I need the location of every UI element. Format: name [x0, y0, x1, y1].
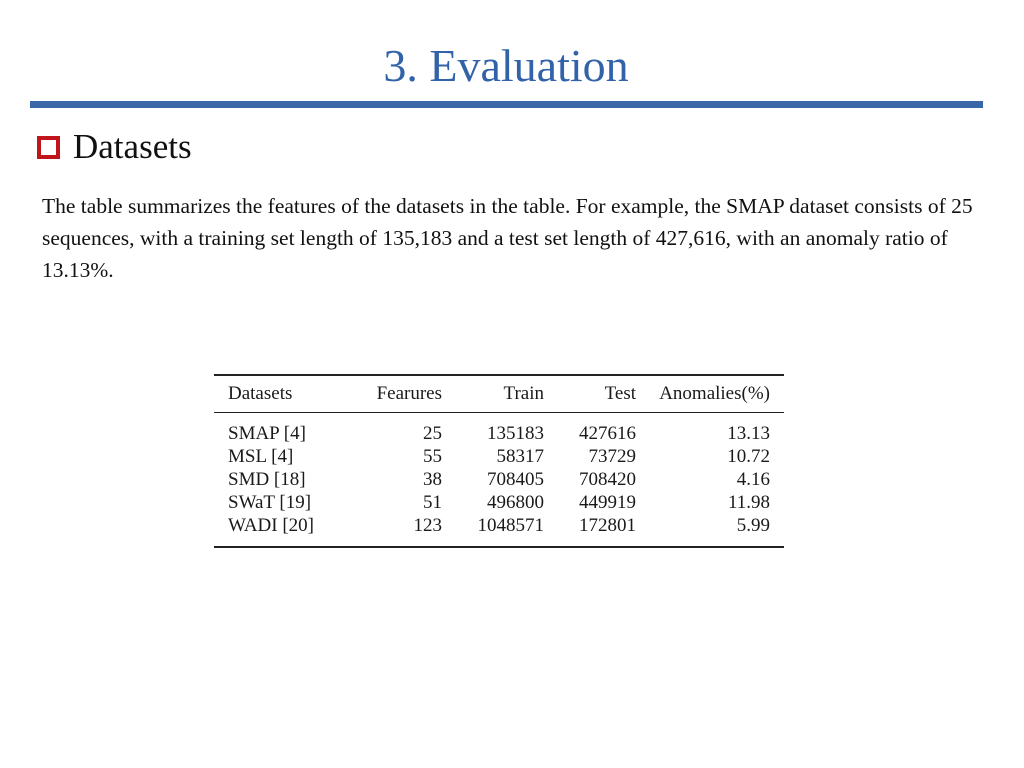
cell-features: 123 [413, 515, 442, 536]
table-row [214, 514, 784, 547]
bullet-heading [37, 126, 192, 168]
cell-dataset-name: WADI [20] [228, 515, 315, 536]
cell-features: 51 [423, 492, 442, 513]
table-header-row [214, 375, 784, 413]
cell-dataset-name: SWaT [19] [228, 492, 312, 513]
cell-features: 25 [423, 423, 442, 444]
dataset-table [214, 374, 784, 548]
hollow-square-bullet-icon [37, 136, 60, 159]
cell-test: 449919 [579, 492, 636, 513]
header-train: Train [503, 383, 544, 404]
header-datasets: Datasets [228, 383, 293, 404]
cell-dataset-name: SMAP [4] [228, 423, 306, 444]
cell-test: 427616 [579, 423, 636, 444]
cell-train: 1048571 [477, 515, 544, 536]
cell-anomalies: 13.13 [727, 423, 770, 444]
cell-dataset-name: MSL [4] [228, 446, 294, 467]
cell-test: 172801 [579, 515, 636, 536]
slide-title: 3. Evaluation [383, 40, 629, 91]
header-anomalies: Anomalies(%) [659, 383, 770, 404]
title-divider [30, 101, 983, 108]
cell-dataset-name: SMD [18] [228, 469, 306, 490]
dataset-table-container [214, 374, 784, 548]
cell-anomalies: 11.98 [727, 492, 770, 513]
cell-train: 496800 [487, 492, 544, 513]
table-row [214, 445, 784, 468]
cell-test: 708420 [579, 469, 636, 490]
cell-features: 55 [423, 446, 442, 467]
header-features: Fearures [376, 383, 442, 404]
bullet-heading-label: Datasets [73, 127, 192, 166]
table-row [214, 491, 784, 514]
table-row [214, 468, 784, 491]
cell-anomalies: 5.99 [736, 515, 770, 536]
cell-train: 708405 [487, 469, 544, 490]
table-row [214, 413, 784, 446]
cell-features: 38 [423, 469, 442, 490]
cell-test: 73729 [588, 446, 636, 467]
header-test: Test [604, 383, 636, 404]
cell-train: 135183 [487, 423, 544, 444]
cell-anomalies: 10.72 [727, 446, 770, 467]
description-paragraph: The table summarizes the features of the datasets in the table. For example, the SMAP dataset consists of 25 sequences, with a training set length of 135,183 and a test set length of 427,616, with an anomaly ratio of 13.13%. [42, 194, 973, 282]
cell-train: 58317 [496, 446, 544, 467]
cell-anomalies: 4.16 [736, 469, 770, 490]
